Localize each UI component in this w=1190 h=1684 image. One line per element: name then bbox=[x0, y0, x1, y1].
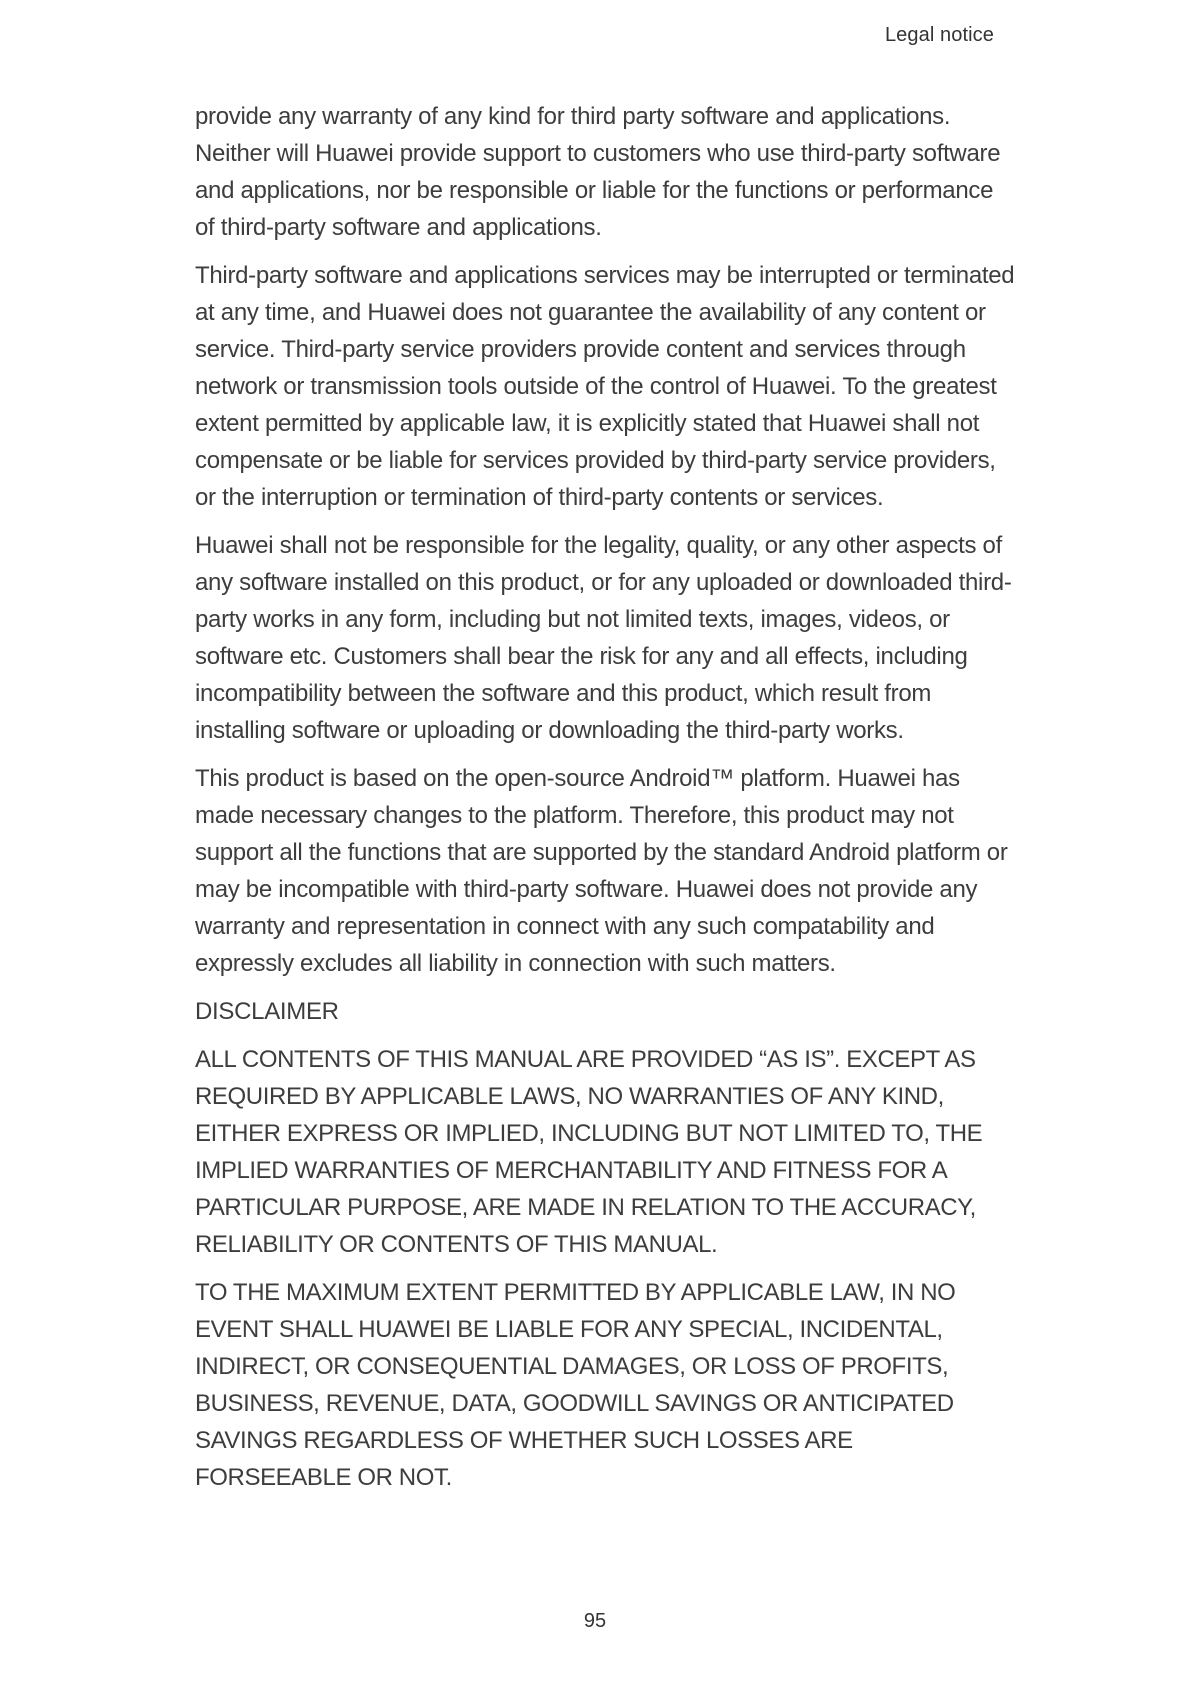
paragraph-software-responsibility: Huawei shall not be responsible for the legality, quality, or any other aspects of any software installed on this product, or for any uploaded or downloaded third-party works in any form, including but not limited texts, images, videos, or software etc. Customers shall bear the risk for any and all effects, including incompatibility between the software and this product, which result from installing software or uploading or downloading the third-party works. bbox=[195, 532, 1012, 744]
disclaimer-liability: TO THE MAXIMUM EXTENT PERMITTED BY APPLICABLE LAW, IN NO EVENT SHALL HUAWEI BE LIABLE FOR ANY SPECIAL, INCIDENTAL, INDIRECT, OR CONSEQUENTIAL DAMAGES, OR LOSS OF PROFITS, BUSINESS, REVENUE, DATA, GOODWILL SAVINGS OR ANTICIPATED SAVINGS REGARDLESS OF WHETHER SUCH LOSSES ARE FORSEEABLE OR NOT. bbox=[195, 1279, 956, 1491]
paragraph-service-interruption: Third-party software and applications services may be interrupted or terminated at any time, and Huawei does not guarantee the availability of any content or service. Third-party service providers provide content and services through network or transmission tools outside of the control of Huawei. To the greatest extent permitted by applicable law, it is explicitly stated that Huawei shall not compensate or be liable for services provided by third-party service providers, or the interruption or termination of third-party contents or services. bbox=[195, 262, 1015, 511]
paragraph-android-platform: This product is based on the open-source Android™ platform. Huawei has made necessary changes to the platform. Therefore, this product may not support all the functions that are supported by the standard Android platform or may be incompatible with third-party software. Huawei does not provide any warranty and representation in connect with any such compatability and expressly excludes all liability in connection with such matters. bbox=[195, 765, 1008, 977]
page-number: 95 bbox=[583, 1610, 607, 1632]
paragraph-third-party-warranty: provide any warranty of any kind for third party software and applications. Neither will Huawei provide support to customers who use third-party software and applications, nor be responsible or liable for the functions or performance of third-party software and applications. bbox=[195, 103, 1001, 241]
disclaimer-heading: DISCLAIMER bbox=[195, 998, 339, 1025]
disclaimer-as-is: ALL CONTENTS OF THIS MANUAL ARE PROVIDED “AS IS”. EXCEPT AS REQUIRED BY APPLICABLE LAWS, NO WARRANTIES OF ANY KIND, EITHER EXPRESS OR IMPLIED, INCLUDING BUT NOT LIMITED TO, THE IMPLIED WARRANTIES OF MERCHANTABILITY AND FITNESS FOR A PARTICULAR PURPOSE, ARE MADE IN RELATION TO THE ACCURACY, RELIABILITY OR CONTENTS OF THIS MANUAL. bbox=[195, 1046, 983, 1258]
document-body bbox=[195, 98, 1015, 1507]
page-header-title: Legal notice bbox=[884, 24, 994, 46]
